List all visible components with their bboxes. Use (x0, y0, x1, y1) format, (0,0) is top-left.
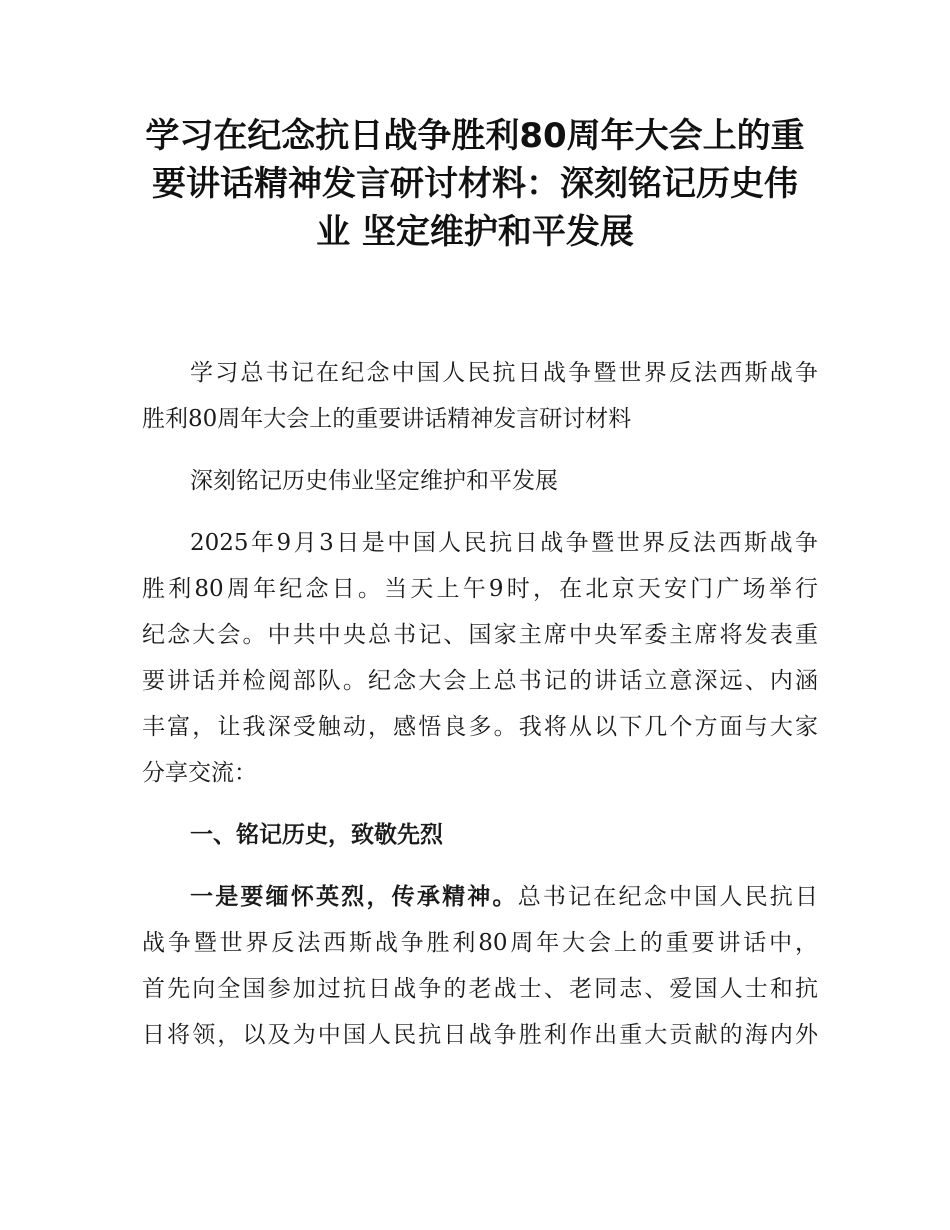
paragraph-line: 要讲话并检阅部队。纪念大会上总书记的讲话立意深远、内涵 (142, 668, 818, 694)
paragraph-line: 纪念大会。中共中央总书记、国家主席中央军委主席将发表重 (142, 622, 818, 648)
subtitle-line: 深刻铭记历史伟业坚定维护和平发展 (190, 468, 558, 494)
document-body (142, 350, 818, 1074)
paragraph-line: 学习总书记在纪念中国人民抗日战争暨世界反法西斯战争 (190, 360, 818, 386)
paragraph-line: 日将领，以及为中国人民抗日战争胜利作出重大贡献的海内外 (142, 1022, 818, 1048)
paragraph-line: 战争暨世界反法西斯战争胜利80周年大会上的重要讲话中， (142, 930, 818, 956)
title-line: 业 坚定维护和平发展 (316, 212, 634, 252)
subtitle-paragraph (142, 458, 818, 504)
title-line: 学习在纪念抗日战争胜利80周年大会上的重 (145, 116, 805, 156)
section-heading-paragraph (142, 812, 818, 858)
paragraph-line: 胜利80周年纪念日。当天上午9时，在北京天安门广场举行 (142, 576, 818, 602)
intro-paragraph (142, 350, 818, 442)
section-heading: 一、铭记历史，致敬先烈 (190, 822, 443, 848)
paragraph-line: 丰富，让我深受触动，感悟良多。我将从以下几个方面与大家 (142, 714, 818, 740)
paragraph-line: 胜利80周年大会上的重要讲话精神发言研讨材料 (142, 406, 632, 432)
title-line: 要讲话精神发言研讨材料：深刻铭记历史伟 (152, 164, 798, 204)
paragraph-line: 2025年9月3日是中国人民抗日战争暨世界反法西斯战争 (190, 530, 818, 556)
paragraph-line (142, 874, 818, 920)
paragraph-line: 分享交流： (142, 760, 257, 786)
line-rest: 总书记在纪念中国人民抗日 (517, 884, 819, 910)
paragraph-line: 首先向全国参加过抗日战争的老战士、老同志、爱国人士和抗 (142, 976, 818, 1002)
body-paragraph (142, 520, 818, 796)
body-paragraph (142, 874, 818, 1058)
document-title (130, 112, 820, 256)
lead-phrase: 一是要缅怀英烈，传承精神。 (190, 884, 518, 910)
